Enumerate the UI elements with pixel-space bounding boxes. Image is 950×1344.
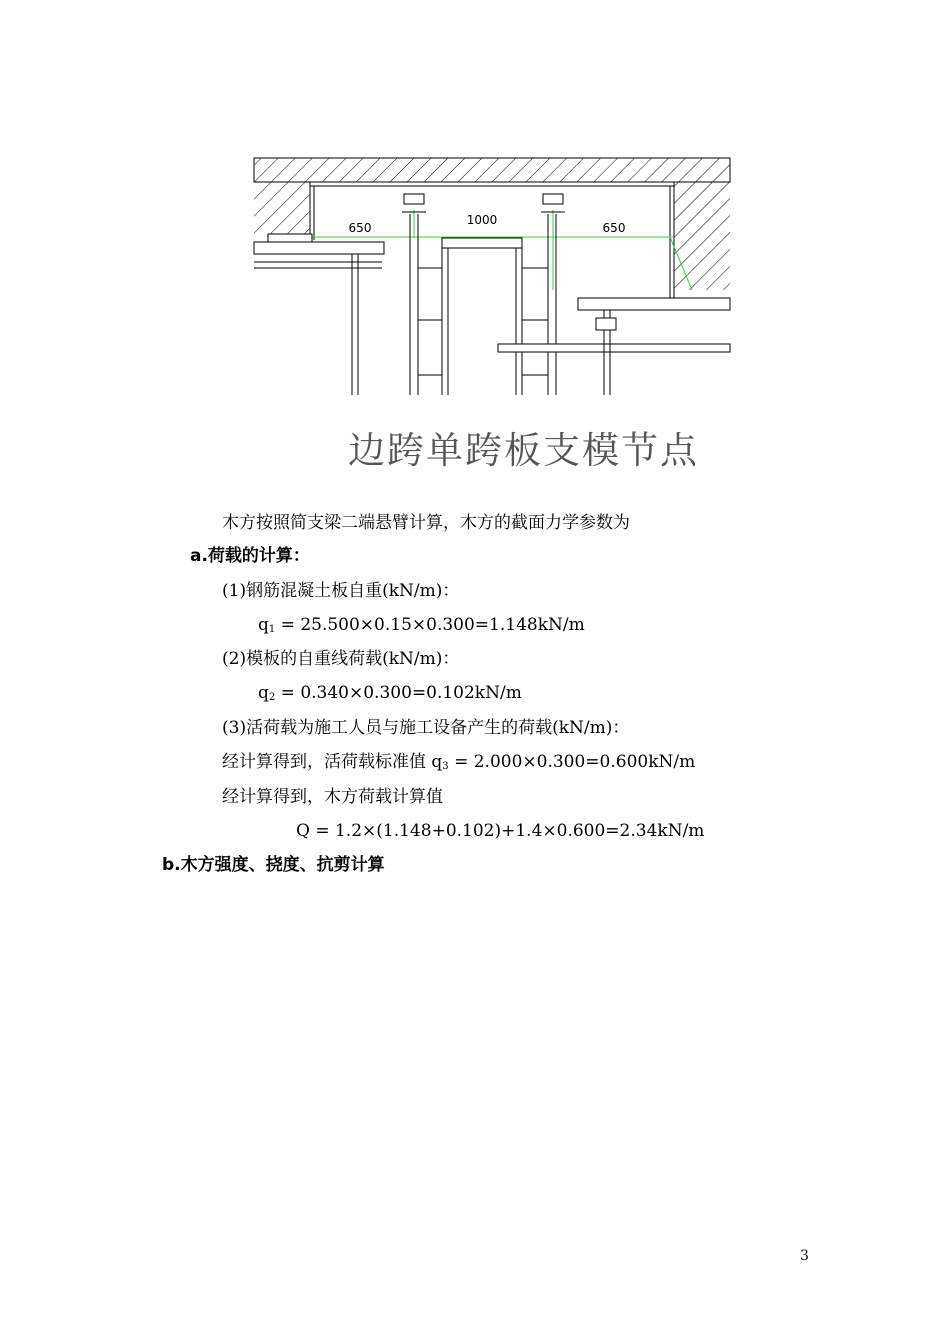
dim-right-label: 650: [602, 221, 626, 235]
item-3-text: (3)活荷载为施工人员与施工设备产生的荷载(kN/m)：: [222, 718, 630, 738]
page-number: 3: [800, 1248, 809, 1264]
figure-caption: 边跨单跨板支模节点: [348, 429, 699, 472]
q3-formula: 经计算得到，活荷载标准值 $q_3 = 2.000\times 0.300=0.600kN/m$: [222, 752, 696, 772]
item-2-text: (2)模板的自重线荷载(kN/m)：: [222, 649, 460, 669]
intro-text: 木方按照简支梁二端悬臂计算，木方的截面力学参数为: [222, 513, 630, 533]
dim-center-label: 1000: [466, 213, 498, 227]
dim-left-label: 650: [348, 221, 372, 235]
section-a-heading: a.荷载的计算：: [190, 546, 310, 566]
formwork-node-drawing: [252, 150, 732, 400]
item-1-text: (1)钢筋混凝土板自重(kN/m)：: [222, 581, 460, 601]
top-slab: [254, 158, 730, 182]
right-wall: [674, 182, 730, 290]
Q-formula: Q = 1.2×(1.148+0.102)+1.4×0.600=2.34kN/m: [296, 821, 705, 841]
left-wall: [254, 182, 310, 237]
q2-formula: $q_2 = 0.340\times 0.300=0.102kN/m$: [258, 683, 522, 703]
q1-formula: $q_1 = 25.500\times 0.15\times 0.300=1.148kN/m$: [258, 615, 585, 635]
section-b-heading: b.木方强度、挠度、抗剪计算: [162, 855, 385, 875]
design-value-text: 经计算得到，木方荷载计算值: [222, 787, 443, 807]
